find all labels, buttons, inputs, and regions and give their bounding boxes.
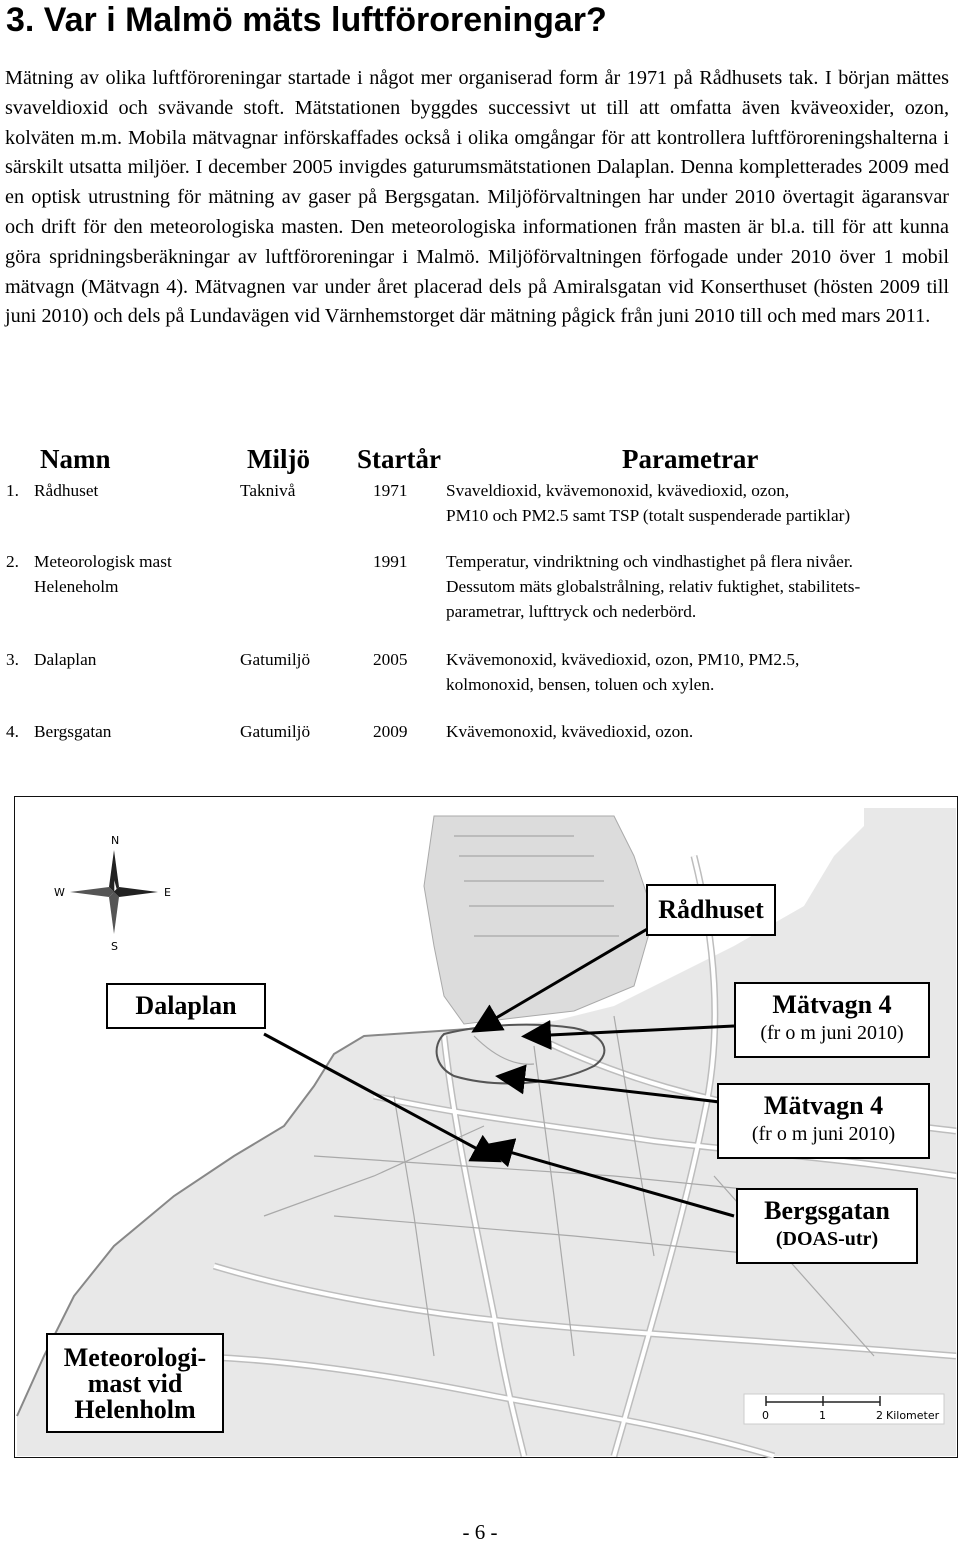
row-1-params-line: Svaveldioxid, kvävemonoxid, kvävedioxid, ozon, xyxy=(446,481,790,500)
label-dalaplan: Dalaplan xyxy=(106,983,266,1029)
row-1-env: Taknivå xyxy=(240,481,296,500)
row-2-params-line: Dessutom mäts globalstrålning, relativ fuktighet, stabilitets- xyxy=(446,577,861,596)
label-meteorologimast: Meteorologi- mast vid Helenholm xyxy=(46,1333,224,1433)
row-3-num: 3. xyxy=(6,650,19,669)
col-header-params: Parametrar xyxy=(622,444,759,474)
row-2-name-line: Meteorologisk mast xyxy=(34,552,172,571)
page-number: - 6 - xyxy=(462,1520,498,1544)
row-2-year: 1991 xyxy=(373,552,408,571)
row-3-year: 2005 xyxy=(373,650,408,669)
compass-e: E xyxy=(164,886,171,899)
scale-tick-0: 0 xyxy=(762,1409,769,1422)
row-2-num: 2. xyxy=(6,552,19,571)
col-header-env: Miljö xyxy=(247,444,310,474)
row-1-name: Rådhuset xyxy=(34,481,99,500)
row-1-params-line: PM10 och PM2.5 samt TSP (totalt suspenderade partiklar) xyxy=(446,506,851,525)
section-heading: 3. Var i Malmö mäts luftföroreningar? xyxy=(6,1,607,39)
scale-unit: Kilometer xyxy=(886,1409,940,1422)
row-4-year: 2009 xyxy=(373,722,408,741)
label-matvagn-1: Mätvagn 4 (fr o m juni 2010) xyxy=(734,982,930,1058)
label-radhuset: Rådhuset xyxy=(646,884,776,936)
map-figure xyxy=(14,796,958,1458)
row-4-num: 4. xyxy=(6,722,19,741)
scale-tick-2: 2 xyxy=(876,1409,883,1422)
compass-w: W xyxy=(54,886,65,899)
row-3-name: Dalaplan xyxy=(34,650,97,669)
col-header-year: Startår xyxy=(357,444,441,474)
compass-s: S xyxy=(111,940,118,953)
scale-tick-1: 1 xyxy=(819,1409,826,1422)
col-header-name: Namn xyxy=(40,444,111,474)
row-2-name-line: Heleneholm xyxy=(34,577,119,596)
label-bergsgatan: Bergsgatan (DOAS-utr) xyxy=(736,1188,918,1264)
row-3-params-line: kolmonoxid, bensen, toluen och xylen. xyxy=(446,675,715,694)
intro-paragraph: Mätning av olika luftföroreningar startade i något mer organiserad form år 1971 på Rådhusets tak. I början mättes svaveldioxid och svävande stoft. Mätstationen byggdes successivt ut till att omfatta även kväveoxider, ozon, kolväten m.m. Mobila mätvagnar införskaffades också i olika omgångar för att kontrollera luftföroreningshalterna i särskilt utsatta miljöer. I december 2005 invigdes gaturumsmätstationen Dalaplan. Denna kompletterades 2009 med en optisk utrustning för mätning av gaser på Bergsgatan. Miljöförvaltningen har under 2010 övertagit ägaransvar och drift för den meteorologiska masten. Den meteorologiska informationen från masten är bl.a. till för att kunna göra spridningsberäkningar av luftföroreningar i Malmö. Miljöförvaltningen förfogade under 2010 över 1 mobil mätvagn (Mätvagn 4). Mätvagnen var under året placerad dels på Amiralsgatan vid Konserthuset (hösten 2009 till juni 2010) och dels på Lundavägen vid Värnhemstorget där mätning pågick från juni 2010 till och med mars 2011. xyxy=(5,67,949,328)
compass-n: N xyxy=(111,834,120,847)
row-2-params-line: Temperatur, vindriktning och vindhastighet på flera nivåer. xyxy=(446,552,853,571)
scale-bar xyxy=(744,1394,944,1424)
row-3-params-line: Kvävemonoxid, kvävedioxid, ozon, PM10, PM2.5, xyxy=(446,650,800,669)
row-4-params-line: Kvävemonoxid, kvävedioxid, ozon. xyxy=(446,722,694,741)
row-4-name: Bergsgatan xyxy=(34,722,112,741)
row-1-year: 1971 xyxy=(373,481,408,500)
row-1-num: 1. xyxy=(6,481,19,500)
row-3-env: Gatumiljö xyxy=(240,650,311,669)
row-4-env: Gatumiljö xyxy=(240,722,311,741)
row-2-params-line: parametrar, lufttryck och nederbörd. xyxy=(446,602,697,621)
label-matvagn-2: Mätvagn 4 (fr o m juni 2010) xyxy=(717,1083,930,1159)
